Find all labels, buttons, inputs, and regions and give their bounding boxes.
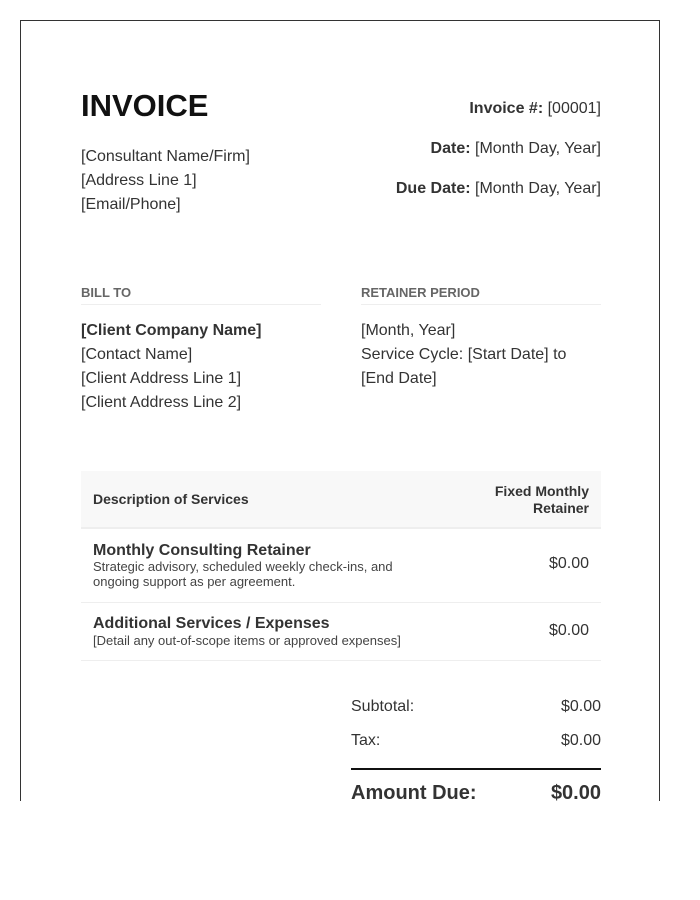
invoice-number-label: Invoice #: bbox=[469, 100, 544, 117]
column-header-amount-line-1: Fixed Monthly bbox=[494, 483, 589, 499]
invoice-number-row bbox=[396, 97, 601, 137]
column-header-amount bbox=[459, 483, 589, 517]
service-cycle-line-2: [End Date] bbox=[361, 370, 437, 387]
consultant-info bbox=[81, 145, 250, 217]
services-table bbox=[81, 471, 601, 661]
consultant-address: [Address Line 1] bbox=[81, 172, 197, 189]
invoice-due-date-label: Due Date: bbox=[395, 180, 471, 197]
invoice-due-date-value: [Month Day, Year] bbox=[475, 180, 601, 197]
service-title: Monthly Consulting Retainer bbox=[93, 542, 311, 559]
service-description: Strategic advisory, scheduled weekly check-ins, and ongoing support as per agreement. bbox=[93, 559, 393, 589]
amount-due-label: Amount Due: bbox=[351, 782, 477, 804]
column-header-amount-line-2: Retainer bbox=[532, 500, 589, 516]
retainer-period-value: [Month, Year] bbox=[361, 322, 456, 339]
invoice-number-value: [00001] bbox=[547, 100, 601, 117]
services-table-header bbox=[81, 471, 601, 529]
table-row bbox=[81, 529, 601, 603]
service-amount: $0.00 bbox=[548, 555, 589, 572]
subtotal-value: $0.00 bbox=[560, 698, 601, 715]
service-amount: $0.00 bbox=[548, 622, 589, 639]
retainer-period-block bbox=[361, 319, 601, 391]
invoice-due-date-row bbox=[396, 177, 601, 217]
table-row bbox=[81, 603, 601, 661]
invoice-date-row bbox=[396, 137, 601, 177]
client-address-line-2: [Client Address Line 2] bbox=[81, 394, 242, 411]
service-title: Additional Services / Expenses bbox=[93, 615, 330, 632]
column-header-description: Description of Services bbox=[93, 491, 249, 507]
amount-due-row bbox=[351, 782, 601, 810]
consultant-contact: [Email/Phone] bbox=[81, 196, 181, 213]
client-company-name: [Client Company Name] bbox=[81, 322, 262, 339]
tax-row bbox=[351, 729, 601, 763]
tax-label: Tax: bbox=[351, 732, 381, 749]
subtotal-row bbox=[351, 695, 601, 729]
invoice-date-value: [Month Day, Year] bbox=[475, 140, 601, 157]
invoice-meta bbox=[396, 97, 601, 217]
retainer-period-heading: RETAINER PERIOD bbox=[361, 284, 601, 305]
invoice-title: INVOICE bbox=[81, 88, 209, 123]
totals-section bbox=[351, 695, 601, 804]
client-address-line-1: [Client Address Line 1] bbox=[81, 370, 242, 387]
bill-to-heading: BILL TO bbox=[81, 284, 321, 305]
invoice-page bbox=[20, 20, 660, 804]
subtotal-label: Subtotal: bbox=[351, 698, 415, 715]
client-contact-name: [Contact Name] bbox=[81, 346, 193, 363]
service-description: [Detail any out-of-scope items or approved expenses] bbox=[93, 633, 401, 648]
invoice-date-label: Date: bbox=[430, 140, 471, 157]
consultant-name: [Consultant Name/Firm] bbox=[81, 148, 250, 165]
bill-to-block bbox=[81, 319, 321, 415]
tax-value: $0.00 bbox=[560, 732, 601, 749]
service-cycle-line-1: Service Cycle: [Start Date] to bbox=[361, 346, 567, 363]
totals-divider bbox=[351, 768, 601, 770]
amount-due-value: $0.00 bbox=[550, 782, 601, 804]
